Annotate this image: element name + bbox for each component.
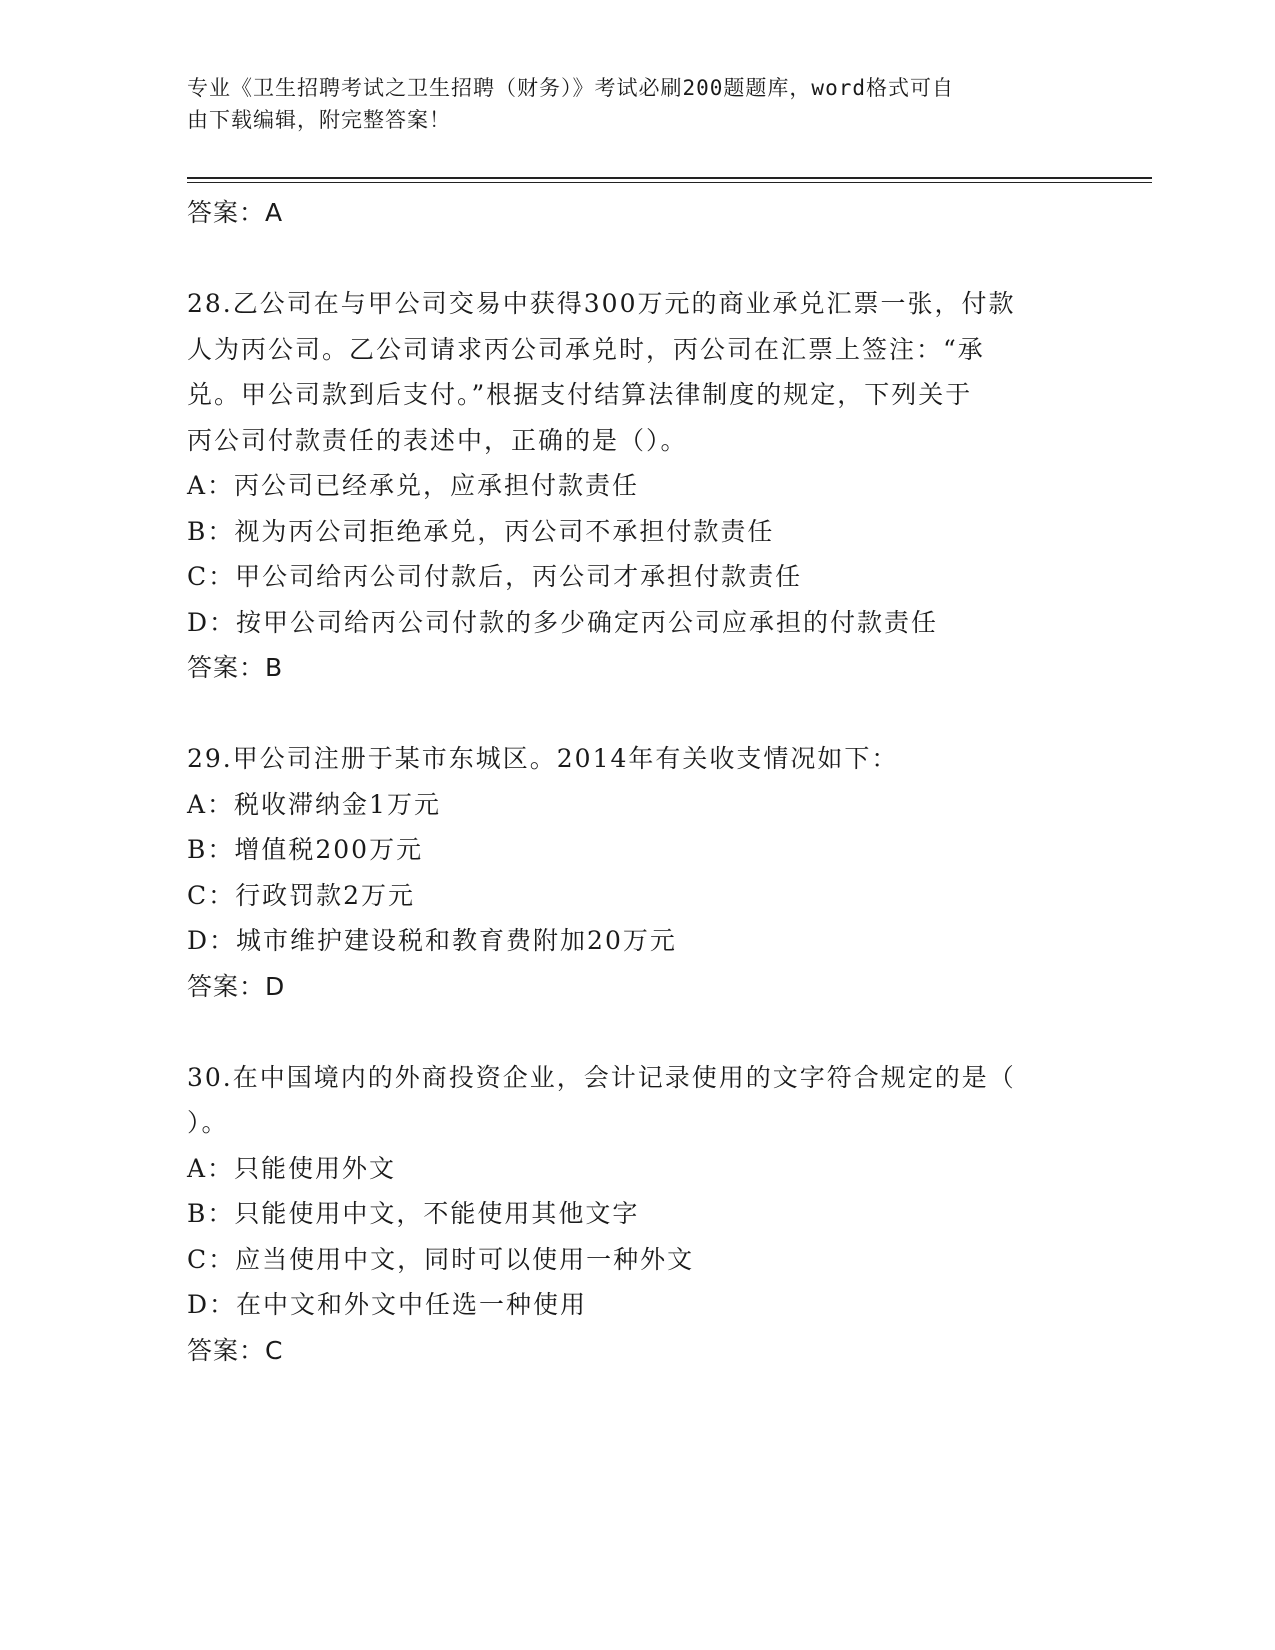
option-a: A：丙公司已经承兑，应承担付款责任 [187,471,640,500]
question-30 [187,1055,1087,1374]
question-stem-line: 人为丙公司。乙公司请求丙公司承兑时，丙公司在汇票上签注：“承 [187,334,985,364]
question-stem-line: ）。 [187,1108,229,1137]
previous-answer: 答案：A [187,198,284,227]
question-stem-line: 30.在中国境内的外商投资企业，会计记录使用的文字符合规定的是（ [187,1062,1016,1092]
question-stem-line: 28.乙公司在与甲公司交易中获得300万元的商业承兑汇票一张，付款 [187,289,1016,318]
option-b: B：只能使用中文，不能使用其他文字 [187,1199,640,1228]
answer-label: 答案：D [187,971,286,1001]
question-list [187,190,1087,1373]
option-d: D：按甲公司给丙公司付款的多少确定丙公司应承担的付款责任 [187,607,939,637]
option-d: D：在中文和外文中任选一种使用 [187,1290,588,1319]
option-d: D：城市维护建设税和教育费附加20万元 [187,926,677,955]
question-stem-line: 29.甲公司注册于某市东城区。2014年有关收支情况如下： [187,744,899,773]
header-divider-thin [187,182,1152,183]
option-c: C：甲公司给丙公司付款后，丙公司才承担付款责任 [187,562,803,591]
question-stem-line: 丙公司付款责任的表述中，正确的是（）。 [187,425,688,455]
option-b: B：增值税200万元 [187,835,424,864]
document-header [187,72,1087,136]
header-line-2: 由下载编辑，附完整答案！ [187,108,451,132]
question-28 [187,281,1087,691]
option-c: C：行政罚款2万元 [187,880,416,910]
option-b: B：视为丙公司拒绝承兑，丙公司不承担付款责任 [187,516,775,546]
question-29 [187,736,1087,1009]
option-a: A：税收滞纳金1万元 [187,789,441,819]
question-stem-line: 兑。甲公司款到后支付。”根据支付结算法律制度的规定，下列关于 [187,380,973,409]
header-line-1: 专业《卫生招聘考试之卫生招聘（财务）》考试必刷200题题库，word格式可自 [187,76,954,100]
answer-label: 答案：B [187,653,284,682]
option-a: A：只能使用外文 [187,1153,397,1183]
option-c: C：应当使用中文，同时可以使用一种外文 [187,1244,695,1274]
answer-label: 答案：C [187,1335,284,1365]
header-divider-thick [187,177,1152,179]
